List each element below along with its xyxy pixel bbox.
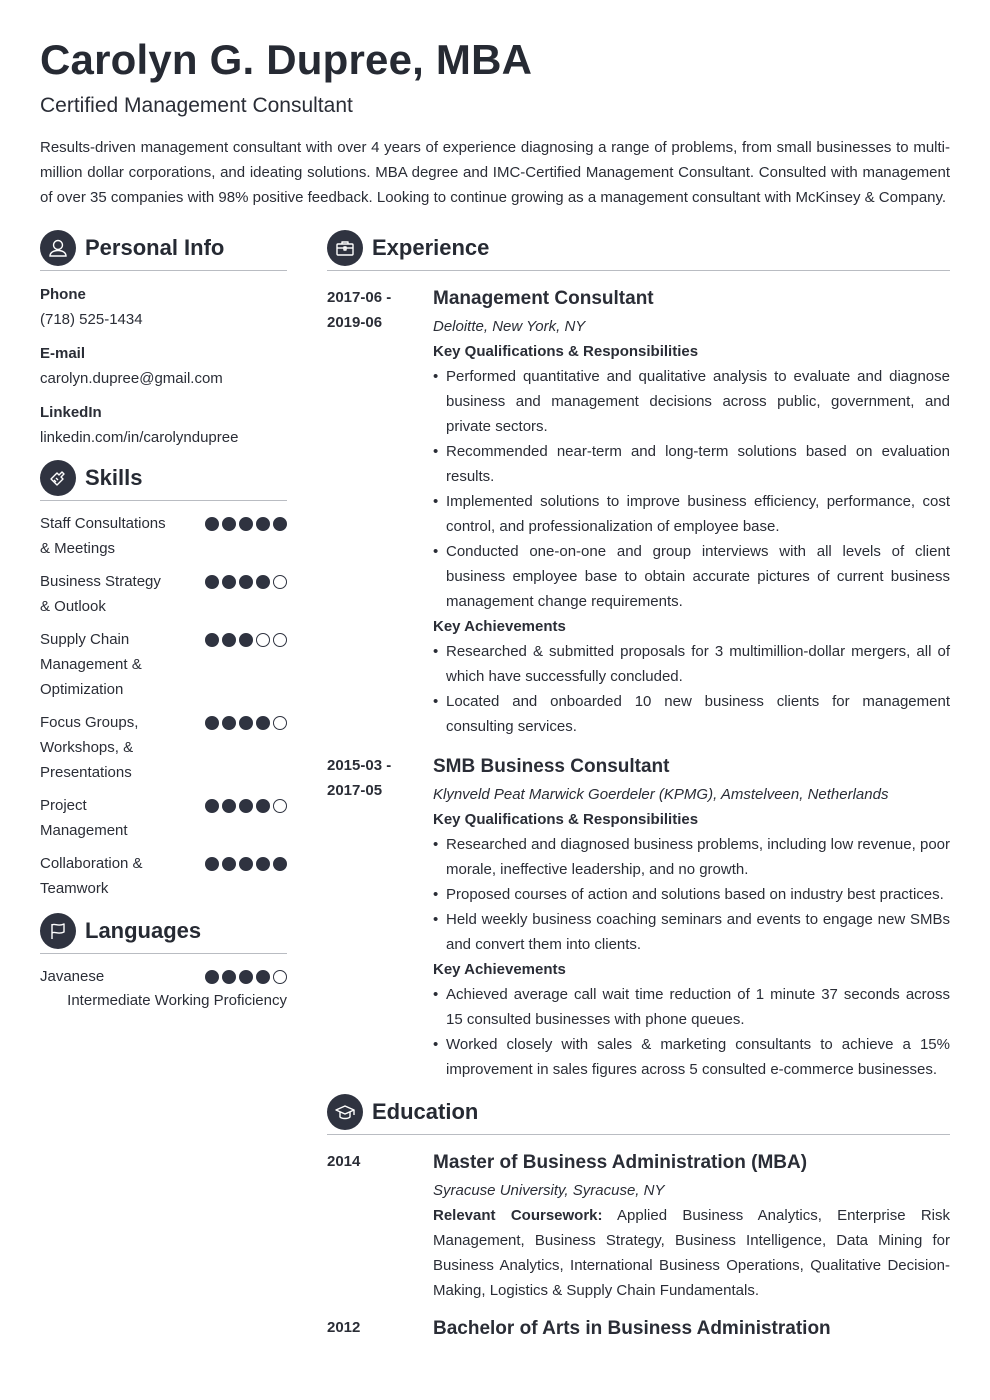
skill-name: Business Strategy & Outlook xyxy=(40,573,161,615)
skill-row xyxy=(40,793,287,843)
empty-dot-icon xyxy=(273,716,287,730)
graduation-cap-icon xyxy=(327,1094,363,1130)
filled-dot-icon xyxy=(239,799,253,813)
education-header xyxy=(327,1094,950,1135)
filled-dot-icon xyxy=(205,857,219,871)
skill-row xyxy=(40,710,287,785)
rating-dots xyxy=(205,970,287,984)
skill-row xyxy=(40,627,287,702)
filled-dot-icon xyxy=(222,857,236,871)
entry-title: Bachelor of Arts in Business Administration xyxy=(433,1318,831,1339)
section-title: Education xyxy=(372,1098,479,1124)
skill-name: Project Management xyxy=(40,797,128,839)
responsibilities-list xyxy=(433,832,950,957)
section-title: Experience xyxy=(372,234,490,260)
responsibilities-label: Key Qualifications & Responsibilities xyxy=(433,343,699,360)
filled-dot-icon xyxy=(273,517,287,531)
rating-dots xyxy=(205,517,287,531)
filled-dot-icon xyxy=(222,970,236,984)
linkedin-value[interactable]: linkedin.com/in/carolyndupree xyxy=(40,429,239,446)
rating-dots xyxy=(205,575,287,589)
empty-dot-icon xyxy=(273,575,287,589)
section-title: Languages xyxy=(85,917,202,943)
entry-title: SMB Business Consultant xyxy=(433,756,670,777)
entry-date: 2015-03 - 2017-05 xyxy=(327,757,392,799)
achievements-label: Key Achievements xyxy=(433,961,566,978)
filled-dot-icon xyxy=(239,970,253,984)
language-row xyxy=(40,964,287,989)
filled-dot-icon xyxy=(205,799,219,813)
flag-icon xyxy=(40,913,76,949)
filled-dot-icon xyxy=(256,799,270,813)
responsibilities-label: Key Qualifications & Responsibilities xyxy=(433,811,699,828)
filled-dot-icon xyxy=(239,575,253,589)
empty-dot-icon xyxy=(273,970,287,984)
filled-dot-icon xyxy=(273,857,287,871)
rating-dots xyxy=(205,716,287,730)
filled-dot-icon xyxy=(205,575,219,589)
list-item: • Recommended near-term and long-term solutions based on evaluation results. xyxy=(433,439,950,489)
list-item: • Held weekly business coaching seminars and events to engage new SMBs and convert them into clients. xyxy=(433,907,950,957)
experience-header xyxy=(327,230,950,271)
entry-title: Management Consultant xyxy=(433,288,654,309)
skills-header xyxy=(40,460,287,501)
filled-dot-icon xyxy=(256,575,270,589)
filled-dot-icon xyxy=(222,799,236,813)
responsibilities-list xyxy=(433,364,950,614)
rating-dots xyxy=(205,799,287,813)
tools-icon xyxy=(40,460,76,496)
person-icon xyxy=(40,230,76,266)
list-item: • Proposed courses of action and solutions based on industry best practices. xyxy=(433,882,950,907)
entry-body xyxy=(433,285,950,739)
skill-name: Collaboration & Teamwork xyxy=(40,855,143,897)
skill-row xyxy=(40,569,287,619)
filled-dot-icon xyxy=(239,857,253,871)
list-item: • Conducted one-on-one and group interviews with all levels of client business employee base to obtain accurate pictures of current business management change requirements. xyxy=(433,539,950,614)
entry-date: 2012 xyxy=(327,1319,361,1336)
list-item: • Implemented solutions to improve business efficiency, performance, cost control, and professionalization of employee base. xyxy=(433,489,950,539)
skill-name: Focus Groups, Workshops, & Presentations xyxy=(40,714,139,781)
entry-body xyxy=(433,753,950,1082)
list-item: • Worked closely with sales & marketing consultants to achieve a 15% improvement in sales figures across 5 consulted e-commerce businesses. xyxy=(433,1032,950,1082)
empty-dot-icon xyxy=(273,799,287,813)
skill-name: Staff Consultations & Meetings xyxy=(40,515,166,557)
section-title: Personal Info xyxy=(85,234,225,260)
rating-dots xyxy=(205,633,287,647)
language-proficiency: Intermediate Working Proficiency xyxy=(67,992,287,1009)
candidate-name: Carolyn G. Dupree, MBA xyxy=(40,36,533,83)
education-entry xyxy=(327,1315,950,1343)
experience-entry xyxy=(327,285,950,739)
experience-list xyxy=(327,285,950,1082)
empty-dot-icon xyxy=(256,633,270,647)
entry-org: Deloitte, New York, NY xyxy=(433,318,586,335)
filled-dot-icon xyxy=(222,716,236,730)
job-title: Certified Management Consultant xyxy=(40,94,353,117)
list-item: • Located and onboarded 10 new business clients for management consulting services. xyxy=(433,689,950,739)
filled-dot-icon xyxy=(256,970,270,984)
filled-dot-icon xyxy=(205,716,219,730)
filled-dot-icon xyxy=(222,517,236,531)
empty-dot-icon xyxy=(273,633,287,647)
filled-dot-icon xyxy=(256,517,270,531)
skill-row xyxy=(40,851,287,901)
entry-date: 2017-06 - 2019-06 xyxy=(327,289,392,331)
list-item: • Researched & submitted proposals for 3 multimillion-dollar mergers, all of which have successfully concluded. xyxy=(433,639,950,689)
achievements-list xyxy=(433,639,950,739)
phone-value: (718) 525-1434 xyxy=(40,311,143,328)
achievements-list xyxy=(433,982,950,1082)
entry-title: Master of Business Administration (MBA) xyxy=(433,1152,808,1173)
language-name: Javanese xyxy=(40,968,105,985)
experience-entry xyxy=(327,753,950,1082)
education-entry xyxy=(327,1149,950,1303)
languages-list xyxy=(40,964,287,1011)
phone-label: Phone xyxy=(40,286,86,303)
list-item: • Researched and diagnosed business problems, including low revenue, poor morale, ineffective leadership, and no growth. xyxy=(433,832,950,882)
list-item: • Performed quantitative and qualitative analysis to evaluate and diagnose business and management decisions across public, government, and private sectors. xyxy=(433,364,950,439)
skill-row xyxy=(40,511,287,561)
list-item: • Achieved average call wait time reduction of 1 minute 37 seconds across 15 consulted businesses with phone queues. xyxy=(433,982,950,1032)
filled-dot-icon xyxy=(239,633,253,647)
right-column xyxy=(327,230,950,1343)
filled-dot-icon xyxy=(239,716,253,730)
filled-dot-icon xyxy=(205,517,219,531)
entry-org: Syracuse University, Syracuse, NY xyxy=(433,1182,665,1199)
coursework xyxy=(433,1203,950,1303)
entry-date: 2014 xyxy=(327,1153,361,1170)
entry-body xyxy=(433,1315,950,1343)
coursework-text: Applied Business Analytics, Enterprise Risk Management, Business Strategy, Business Intelligence, Data Mining for Business Analytics, International Business Operations, Qualitative Decision-Making, Logistics & Supply Chain Fundamentals. xyxy=(433,1207,950,1299)
coursework-label: Relevant Coursework: xyxy=(433,1207,603,1224)
summary: Results-driven management consultant with over 4 years of experience diagnosing a range of problems, from small businesses to multi-million dollar corporations, and ideating solutions. MBA degree and IMC-Certified Management Consultant. Consulted with management of over 35 companies with 98% positive feedback. Looking to continue growing as a management consultant with McKinsey & Company. xyxy=(40,139,950,206)
achievements-label: Key Achievements xyxy=(433,618,566,635)
email-label: E-mail xyxy=(40,345,86,362)
briefcase-icon xyxy=(327,230,363,266)
left-column xyxy=(40,230,287,1011)
languages-header xyxy=(40,913,287,954)
filled-dot-icon xyxy=(205,970,219,984)
filled-dot-icon xyxy=(222,633,236,647)
email-value[interactable]: carolyn.dupree@gmail.com xyxy=(40,370,223,387)
filled-dot-icon xyxy=(205,633,219,647)
filled-dot-icon xyxy=(256,716,270,730)
entry-org: Klynveld Peat Marwick Goerdeler (KPMG), Amstelveen, Netherlands xyxy=(433,786,889,803)
linkedin-label: LinkedIn xyxy=(40,404,102,421)
personal-info-header xyxy=(40,230,287,271)
skills-list xyxy=(40,511,287,901)
entry-body xyxy=(433,1149,950,1303)
filled-dot-icon xyxy=(222,575,236,589)
filled-dot-icon xyxy=(256,857,270,871)
section-title: Skills xyxy=(85,464,143,490)
rating-dots xyxy=(205,857,287,871)
skill-name: Supply Chain Management & Optimization xyxy=(40,631,142,698)
filled-dot-icon xyxy=(239,517,253,531)
education-list xyxy=(327,1149,950,1343)
